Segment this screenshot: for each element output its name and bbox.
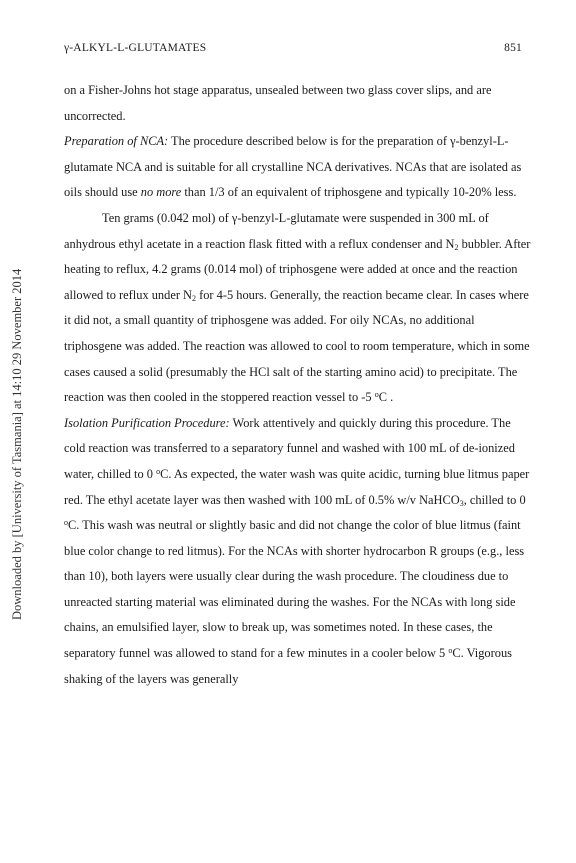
download-watermark: Downloaded by [University of Tasmania] at 14:10 29 November 2014 (10, 268, 24, 620)
degree-mark: o (156, 466, 161, 476)
preparation-paragraph (64, 129, 534, 206)
procedure-text-2: bubbler. After heating to reflux, 4.2 grams (0.014 mol) of triphosgene were added at once and the reaction allowed to reflux under N (64, 236, 531, 302)
running-header (64, 42, 522, 54)
isolation-text-2: C. As expected, the water wash was quite acidic, turning blue litmus paper red. The ethyl acetate layer was then washed with 100 mL of 0.5% w/v NaHCO (64, 466, 530, 507)
isolation-paragraph (64, 411, 534, 693)
procedure-text-3: for 4-5 hours. Generally, the reaction became clear. In cases where it did not, a small quantity of triphosgene was added. For oily NCAs, no additional triphosgene was added. The reaction was allowed to cool to room temperature, which in some cases caused a solid (presumably the HCl salt of the starting amino acid) to precipitate. The reaction was then cooled in the stoppered reaction vessel to -5 (64, 287, 530, 405)
isolation-text-5: C. Vigorous shaking of the layers was generally (64, 646, 512, 686)
degree-mark: o (374, 390, 379, 400)
subscript-2: 2 (454, 242, 459, 252)
isolation-heading: Isolation Purification Procedure: (64, 415, 230, 430)
isolation-text-3: , chilled to 0 (463, 492, 526, 507)
subscript-3: 3 (459, 498, 464, 508)
preparation-heading: Preparation of NCA: (64, 134, 169, 149)
degree-mark: o (448, 646, 453, 656)
procedure-paragraph (64, 206, 534, 411)
page-body (64, 78, 534, 692)
procedure-text-1: Ten grams (0.042 mol) of γ-benzyl-L-glutamate were suspended in 300 mL of anhydrous ethyl acetate in a reaction flask fitted with a reflux condenser and N (64, 210, 489, 251)
isolation-text-4: C. This wash was neutral or slightly basic and did not change the color of blue litmus (faint blue color change to red litmus). For the NCAs with shorter hydrocarbon R groups (e.g., less than 10), both layers were usually clear during the wash procedure. The cloudiness due to unreacted starting material was eliminated during the washes. For the NCAs with long side chains, an emulsified layer, slow to break up, was sometimes noted. In these cases, the separatory funnel was allowed to stand for a few minutes in a cooler below 5 (64, 518, 525, 661)
isolation-text-1: Work attentively and quickly during this procedure. The cold reaction was transferred to a separatory funnel and washed with 100 mL of de-ionized water, chilled to 0 (64, 415, 515, 481)
preparation-text-1: The procedure described below is for the preparation of γ-benzyl-L-glutamate NCA and is suitable for all crystalline NCA derivatives. NCAs that are isolated as oils should use (64, 134, 522, 200)
preparation-text-2: than 1/3 of an equivalent of triphosgene and typically 10-20% less. (181, 185, 517, 200)
intro-paragraph: on a Fisher-Johns hot stage apparatus, unsealed between two glass cover slips, and are uncorrected. (64, 83, 492, 123)
preparation-emphasis: no more (140, 185, 182, 200)
procedure-text-4: C . (378, 390, 394, 405)
page-number: 851 (504, 42, 522, 54)
running-title: γ-ALKYL-L-GLUTAMATES (64, 42, 207, 54)
degree-mark: o (64, 518, 68, 528)
subscript-2: 2 (192, 293, 196, 303)
